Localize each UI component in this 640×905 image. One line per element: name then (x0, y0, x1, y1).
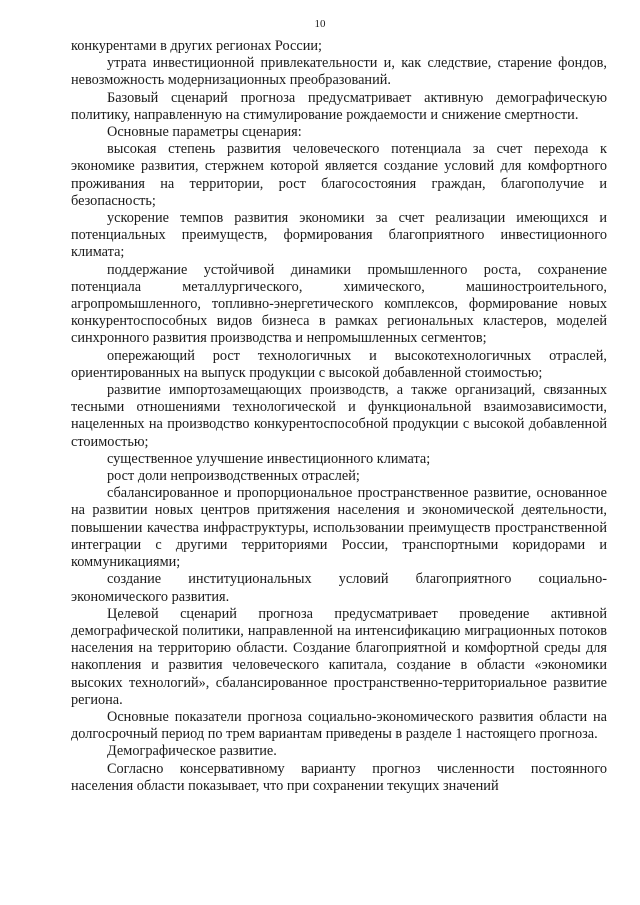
paragraph: опережающий рост технологичных и высокотехнологичных отраслей, ориентированных на выпуск продукции с высокой добавленной стоимостью; (71, 347, 607, 381)
paragraph: высокая степень развития человеческого потенциала за счет перехода к экономике развития, стержнем которой является создание условий для комфортного проживания на территории, рост благосостояния граждан, благополучие и безопасность; (71, 141, 607, 209)
page-number: 10 (314, 18, 326, 30)
paragraph: Основные показатели прогноза социально-экономического развития области на долгосрочный период по трем вариантам приведены в разделе 1 настоящего прогноза. (71, 708, 607, 743)
paragraph: рост доли непроизводственных отраслей; (107, 468, 360, 485)
paragraph: Демографическое развитие. (107, 743, 277, 760)
paragraph: Основные параметры сценария: (107, 124, 302, 141)
paragraph: создание институциональных условий благоприятного социально-экономического развития. (71, 571, 607, 605)
paragraph: ускорение темпов развития экономики за счет реализации имеющихся и потенциальных преимуществ, формирования благоприятного инвестиционного климата; (71, 210, 607, 261)
paragraph: развитие импортозамещающих производств, а также организаций, связанных тесными отношениями технологической и функциональной взаимозависимости, нацеленных на производство конкурентоспособной продукции с высокой добавленной стоимостью; (71, 382, 607, 450)
document-body (71, 38, 607, 795)
paragraph: поддержание устойчивой динамики промышленного роста, сохранение потенциала металлургического, химического, машиностроительного, агропромышленного, топливно-энергетического комплексов, формирование новых конкурентоспособных видов бизнеса в рамках региональных кластеров, моделей синхронного развития производства и непромышленных сегментов; (71, 261, 607, 347)
paragraph: Согласно консервативному варианту прогноз численности постоянного населения области показывает, что при сохранении текущих значений (71, 760, 607, 794)
paragraph: утрата инвестиционной привлекательности и, как следствие, старение фондов, невозможность модернизационных преобразований. (71, 55, 607, 89)
paragraph: существенное улучшение инвестиционного климата; (107, 450, 431, 467)
paragraph: Базовый сценарий прогноза предусматривает активную демографическую политику, направленную на стимулирование рождаемости и снижение смертности. (71, 89, 607, 123)
paragraph: сбалансированное и пропорциональное пространственное развитие, основанное на развитии новых центров притяжения населения и экономической деятельности, повышении качества инфраструктуры, использовании преимуществ пространственной интеграции с другими территориями России, транспортными коридорами и коммуникациями; (71, 485, 607, 571)
paragraph: Целевой сценарий прогноза предусматривает проведение активной демографической политики, направленной на интенсификацию миграционных потоков населения на территорию области. Создание благоприятной и комфортной среды для накопления и развития человеческого капитала, создание в области «экономики высоких технологий», сбалансированное пространственно-территориальное развитие региона. (71, 605, 607, 708)
paragraph: конкурентами в других регионах России; (71, 38, 322, 54)
